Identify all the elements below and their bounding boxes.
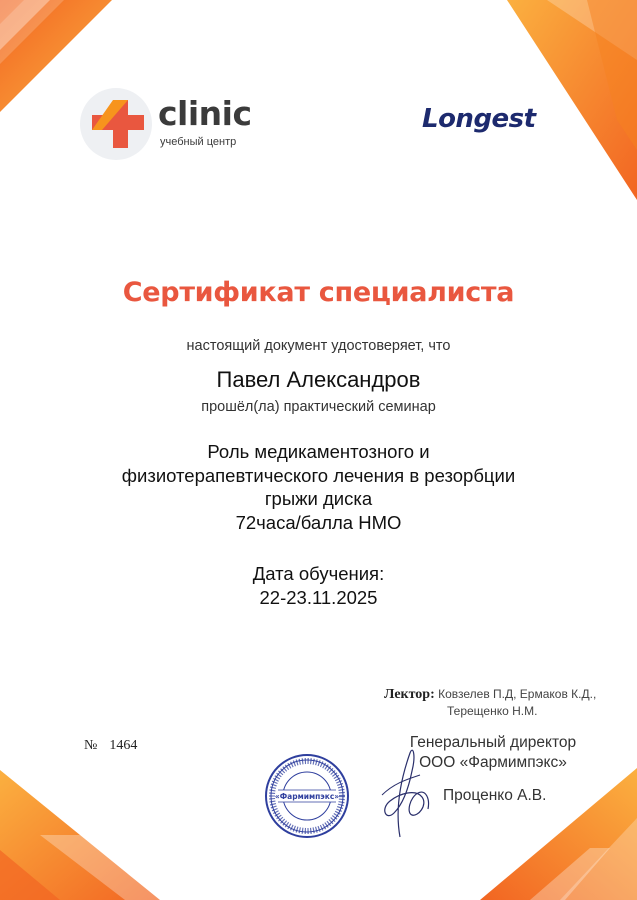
corner-decoration-bottom-left — [0, 740, 175, 900]
clinic-plus-four-icon — [84, 92, 148, 156]
recipient-name: Павел Александров — [216, 367, 421, 392]
lector-names-line-1: Ковзелев П.Д, Ермаков К.Д., — [438, 687, 597, 701]
director-title-line-2: ООО «Фармимпэкс» — [419, 754, 567, 771]
clinic-logo — [80, 88, 270, 164]
certificate-number — [84, 738, 137, 754]
completed-text: прошёл(ла) практический семинар — [201, 399, 436, 415]
seminar-line-3: грыжи диска — [264, 488, 373, 509]
director-name: Проценко А.В. — [443, 787, 547, 804]
lector-names-line-2: Терещенко Н.М. — [447, 704, 538, 718]
clinic-logo-subtitle: учебный центр — [160, 136, 237, 148]
clinic-logo-word: clinic — [158, 94, 252, 133]
director-title-line-1: Генеральный директор — [409, 734, 577, 751]
number-value: 1464 — [109, 738, 138, 753]
lector-block — [384, 686, 596, 720]
stamp-center-text: «Фармимпэкс» — [274, 792, 340, 801]
certifies-text: настоящий документ удостоверяет, что — [186, 338, 451, 354]
lector-label: Лектор: — [384, 687, 435, 702]
company-stamp — [264, 753, 350, 839]
certificate-title: Сертификат специалиста — [122, 277, 515, 308]
seminar-line-2: физиотерапевтического лечения в резорбции — [121, 464, 516, 486]
training-date — [0, 562, 637, 610]
training-date-label: Дата обучения: — [252, 563, 385, 584]
seminar-topic — [0, 440, 637, 534]
seminar-hours: 72часа/балла НМО — [235, 511, 402, 533]
training-date-value: 22-23.11.2025 — [259, 587, 378, 608]
director-block — [380, 733, 606, 773]
seminar-line-1: Роль медикаментозного и — [207, 441, 430, 462]
number-symbol: № — [84, 738, 98, 753]
longest-logo: Longest — [422, 104, 536, 134]
